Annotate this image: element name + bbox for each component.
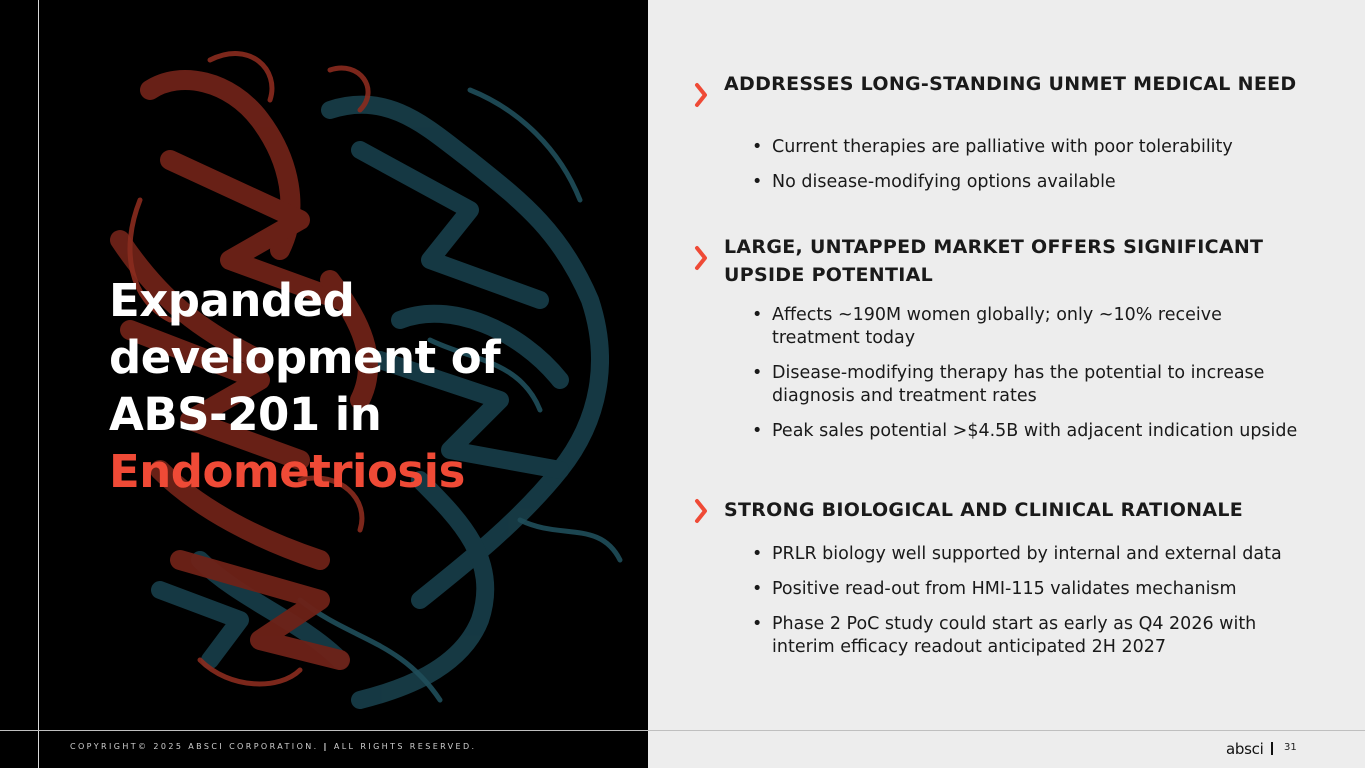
bullet-item: • PRLR biology well supported by internal and external data xyxy=(752,543,1312,566)
page-number: 31 xyxy=(1284,742,1297,753)
section-heading: ADDRESSES LONG-STANDING UNMET MEDICAL NEED xyxy=(724,73,1297,95)
chevron-right-icon xyxy=(694,498,708,524)
bullet-item: • Affects ~190M women globally; only ~10% receive treatment today xyxy=(752,304,1312,350)
bullet-item: • Current therapies are palliative with poor tolerability xyxy=(752,136,1312,159)
bullet-item: • Peak sales potential >$4.5B with adjacent indication upside xyxy=(752,420,1312,443)
title-accent: Endometriosis xyxy=(109,445,465,498)
copyright-notice: COPYRIGHT© 2025 ABSCI CORPORATION. xyxy=(70,742,319,751)
hero-panel xyxy=(0,0,648,768)
title-line-3: ABS-201 in xyxy=(109,388,382,441)
content-panel xyxy=(648,0,1365,730)
bullet-list xyxy=(752,304,1312,455)
bullet-item: • Phase 2 PoC study could start as early as Q4 2026 with interim efficacy readout anticipated 2H 2027 xyxy=(752,613,1312,659)
copyright-divider: | xyxy=(323,742,329,751)
slide-footer xyxy=(0,730,1365,768)
vertical-rule xyxy=(38,0,39,768)
bullet-list xyxy=(752,136,1312,206)
bullet-list xyxy=(752,543,1312,671)
absci-logo: absci xyxy=(1226,740,1264,758)
logo-separator xyxy=(1271,742,1273,755)
bullet-item: • Positive read-out from HMI-115 validates mechanism xyxy=(752,578,1312,601)
bullet-item: • Disease-modifying therapy has the potential to increase diagnosis and treatment rates xyxy=(752,362,1312,408)
chevron-right-icon xyxy=(694,82,708,108)
footer-rule xyxy=(0,730,1365,731)
rights-notice: ALL RIGHTS RESERVED. xyxy=(333,742,477,751)
section-heading: STRONG BIOLOGICAL AND CLINICAL RATIONALE xyxy=(724,499,1244,521)
title-line-2: development of xyxy=(109,331,501,384)
slide-title xyxy=(109,272,500,500)
bullet-item: • No disease-modifying options available xyxy=(752,171,1312,194)
copyright-text xyxy=(70,742,477,751)
section-heading: LARGE, UNTAPPED MARKET OFFERS SIGNIFICANT UPSIDE POTENTIAL xyxy=(724,236,1264,286)
chevron-right-icon xyxy=(694,245,708,271)
title-line-1: Expanded xyxy=(109,274,355,327)
